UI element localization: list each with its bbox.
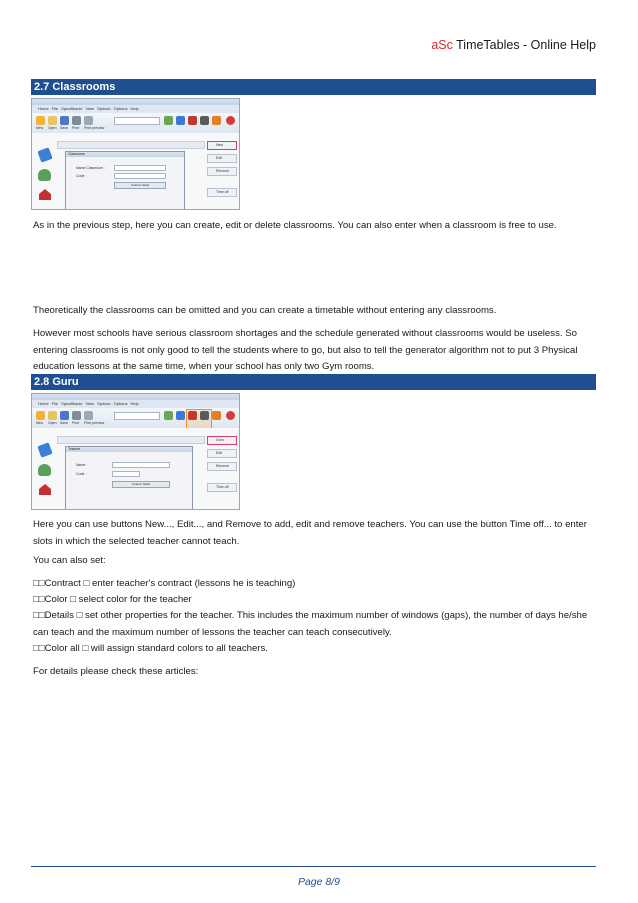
subjects-icon bbox=[164, 116, 173, 125]
bullet-color: □□Color □ select color for the teacher bbox=[33, 594, 192, 605]
dialog-title: Teacher bbox=[66, 447, 192, 452]
screenshot-toolbar bbox=[32, 113, 239, 134]
screenshot-side-buttons bbox=[207, 436, 237, 507]
time-off-button: Time off bbox=[207, 188, 237, 197]
open-icon bbox=[48, 116, 57, 125]
field-label: Name : bbox=[76, 463, 88, 467]
toolbar-label: Save bbox=[60, 421, 68, 425]
toolbar-label: Open bbox=[48, 126, 57, 130]
table-header bbox=[57, 436, 205, 444]
bullet-details: □□Details □ set other properties for the teacher. This includes the maximum number of windows (gaps), the number of days he/she can teach and the maximum number of lessons the teacher can teach consecutively. bbox=[33, 610, 588, 638]
save-icon bbox=[60, 116, 69, 125]
toolbar-label: New bbox=[36, 421, 44, 425]
paragraph: Here you can use buttons New..., Edit..., and Remove to add, edit and remove teachers. You can use the button Time off... to enter slots in which the selected teacher cannot teach. bbox=[33, 519, 587, 547]
edit-button: Edit bbox=[207, 154, 237, 163]
remove-button: Remove bbox=[207, 167, 237, 176]
custom-fields-button: Custom fields bbox=[112, 481, 170, 488]
toolbar-label: Print preview bbox=[84, 126, 105, 130]
book-icon bbox=[37, 442, 52, 457]
code-field bbox=[114, 173, 166, 179]
name-field bbox=[114, 165, 166, 171]
screenshot-left-icons bbox=[35, 143, 55, 207]
page-number: Page 8/9 bbox=[297, 876, 341, 888]
new-button: New bbox=[207, 141, 237, 150]
menu-item: Options bbox=[113, 106, 128, 111]
footer-rule bbox=[31, 866, 596, 867]
guru-button: Guru bbox=[207, 436, 237, 445]
paragraph: As in the previous step, here you can create, edit or delete classrooms. You can also enter when a classroom is free to use. bbox=[33, 220, 557, 231]
menu-item: Help bbox=[130, 106, 139, 111]
house-icon bbox=[39, 189, 51, 200]
toolbar-label: Open bbox=[48, 421, 57, 425]
menu-item: Home bbox=[38, 106, 49, 111]
print-icon bbox=[72, 411, 81, 420]
menu-item: Home bbox=[38, 401, 49, 406]
toolbar-label: Save bbox=[60, 126, 68, 130]
print-preview-icon bbox=[84, 116, 93, 125]
book-icon bbox=[37, 147, 52, 162]
classrooms-icon bbox=[188, 411, 197, 420]
section-heading-classrooms: 2.7 Classrooms bbox=[31, 79, 596, 95]
paragraph: However most schools have serious classroom shortages and the schedule generated without classrooms would be useless. So entering classrooms is not only good to tell the students where to go, but also to tell the generator algorithm not to put 3 Physical education lessons at the same time, when your school has only two Gym rooms. bbox=[33, 328, 578, 372]
menu-item: Specifikacie bbox=[61, 401, 83, 406]
field-label: Code : bbox=[76, 174, 87, 178]
screenshot-body bbox=[32, 428, 239, 509]
name-field bbox=[112, 462, 170, 468]
toolbar-label: Print bbox=[72, 421, 80, 425]
custom-fields-button: Custom fields bbox=[114, 182, 166, 189]
screenshot-menubar bbox=[32, 400, 239, 408]
toolbar-label: Print bbox=[72, 126, 80, 130]
bullet-contract: □□Contract □ enter teacher's contract (lessons he is teaching) bbox=[33, 578, 296, 589]
house-icon bbox=[39, 484, 51, 495]
subjects-icon bbox=[164, 411, 173, 420]
toolbar-label: New bbox=[36, 126, 44, 130]
print-preview-icon bbox=[84, 411, 93, 420]
open-icon bbox=[48, 411, 57, 420]
code-field bbox=[112, 471, 140, 477]
people-icon bbox=[38, 169, 51, 181]
classes-icon bbox=[176, 411, 185, 420]
save-icon bbox=[60, 411, 69, 420]
print-icon bbox=[72, 116, 81, 125]
timetable-icon bbox=[212, 116, 221, 125]
menu-item: Help bbox=[130, 401, 139, 406]
menu-item: Spôsob bbox=[97, 106, 111, 111]
toolbar-label: Print preview bbox=[84, 421, 105, 425]
paragraph: Theoretically the classrooms can be omitted and you can create a timetable without entering any classrooms. bbox=[33, 305, 497, 316]
dialog-title: Classroom bbox=[66, 152, 184, 157]
paragraph: For details please check these articles: bbox=[33, 666, 199, 677]
generate-icon bbox=[226, 411, 235, 420]
edit-button: Edit bbox=[207, 449, 237, 458]
menu-item: File bbox=[51, 106, 59, 111]
screenshot-left-icons bbox=[35, 438, 55, 507]
paragraph: You can also set: bbox=[33, 555, 106, 566]
brand-name: aSc bbox=[431, 38, 453, 52]
toolbar-combo bbox=[114, 117, 160, 125]
new-icon bbox=[36, 411, 45, 420]
menu-item: View bbox=[85, 401, 95, 406]
teachers-icon bbox=[200, 411, 209, 420]
page-header bbox=[431, 38, 596, 52]
remove-button: Remove bbox=[207, 462, 237, 471]
teacher-dialog bbox=[65, 446, 193, 510]
timetable-icon bbox=[212, 411, 221, 420]
classrooms-icon bbox=[188, 116, 197, 125]
time-off-button: Time off bbox=[207, 483, 237, 492]
field-label: Code : bbox=[76, 472, 87, 476]
classrooms-screenshot bbox=[31, 98, 240, 210]
people-icon bbox=[38, 464, 51, 476]
menu-item: File bbox=[51, 401, 59, 406]
generate-icon bbox=[226, 116, 235, 125]
section-heading-guru: 2.8 Guru bbox=[31, 374, 596, 390]
new-icon bbox=[36, 116, 45, 125]
screenshot-toolbar bbox=[32, 408, 239, 429]
classroom-dialog bbox=[65, 151, 185, 210]
header-title: TimeTables - Online Help bbox=[452, 38, 596, 52]
menu-item: View bbox=[85, 106, 95, 111]
screenshot-menubar bbox=[32, 105, 239, 113]
field-label: Name Classroom : bbox=[76, 166, 105, 170]
menu-item: Spôsob bbox=[97, 401, 111, 406]
table-header bbox=[57, 141, 205, 149]
bullet-color-all: □□Color all □ will assign standard colors to all teachers. bbox=[33, 643, 268, 654]
menu-item: Specifikacie bbox=[61, 106, 83, 111]
teachers-icon bbox=[200, 116, 209, 125]
classes-icon bbox=[176, 116, 185, 125]
menu-item: Options bbox=[113, 401, 128, 406]
screenshot-side-buttons bbox=[207, 141, 237, 207]
screenshot-body bbox=[32, 133, 239, 209]
toolbar-combo bbox=[114, 412, 160, 420]
guru-screenshot bbox=[31, 393, 240, 510]
